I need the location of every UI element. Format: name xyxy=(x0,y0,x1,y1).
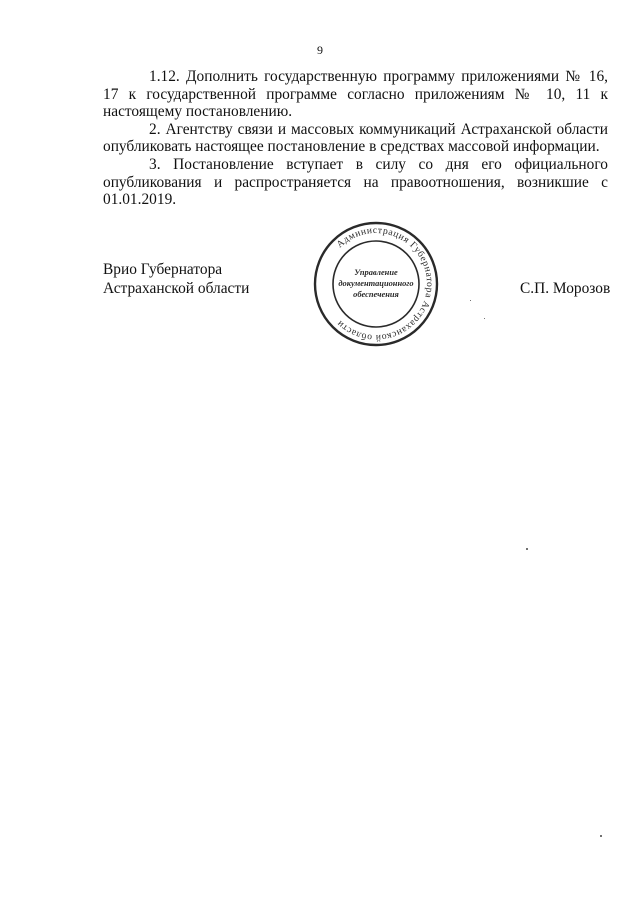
official-seal-stamp xyxy=(312,220,440,348)
paragraph-2: 2. Агентству связи и массовых коммуникаций Астраханской области опубликовать настоящее постановление в средствах массовой информации. xyxy=(103,120,608,156)
document-body xyxy=(103,68,608,209)
page-number: 9 xyxy=(317,43,323,57)
seal-center-line-1: Управление xyxy=(354,268,398,277)
scan-speck xyxy=(470,300,471,301)
signatory-title-line-2: Астраханской области xyxy=(103,280,250,297)
seal-ring-text: Администрация Губернатора Астраханской области xyxy=(334,224,436,344)
seal-center-line-3: обеспечения xyxy=(353,290,399,299)
signatory-name: С.П. Морозов xyxy=(520,280,611,297)
signatory-title xyxy=(103,260,249,298)
paragraph-1-12: 1.12. Дополнить государственную программу приложениями № 16, 17 к государственной программе согласно приложениям № 10, 11 к настоящему постановлению. xyxy=(103,68,608,121)
scan-speck xyxy=(484,318,485,319)
scan-speck xyxy=(526,548,528,550)
seal-graphic xyxy=(312,220,440,348)
paragraph-3: 3. Постановление вступает в силу со дня его официального опубликования и распространяется на правоотношения, возникшие с 01.01.2019. xyxy=(103,155,608,209)
scan-speck xyxy=(600,835,602,837)
signatory-title-line-1: Врио Губернатора xyxy=(103,261,223,278)
seal-center-line-2: документационного xyxy=(338,279,414,288)
